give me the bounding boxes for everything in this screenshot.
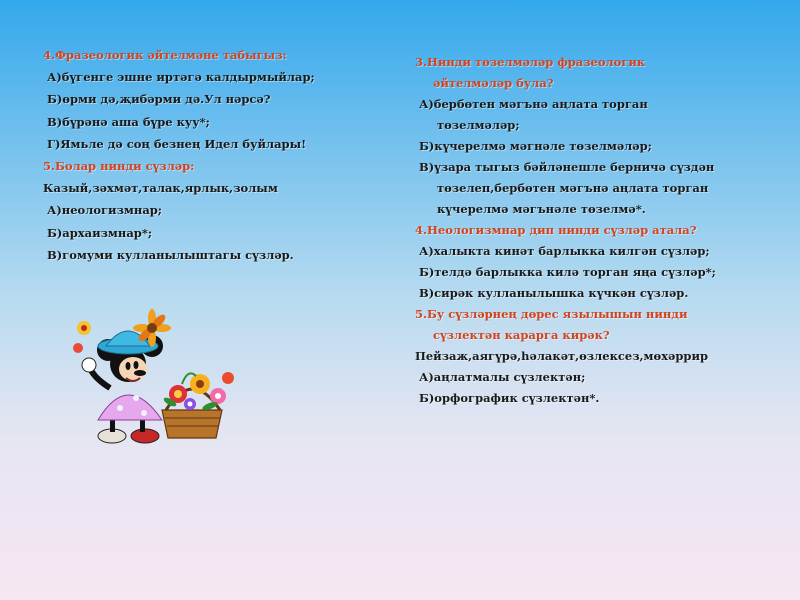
question-3-title: 3.Нинди төзелмәләр фразеологик xyxy=(415,55,646,69)
answer-b: Б)орфографик сүзлектән*. xyxy=(419,391,600,405)
question-3-title-cont: әйтелмәләр була? xyxy=(433,76,554,90)
question-4-title: 4.Неологизмнар дип нинди сүзләр атала? xyxy=(415,223,697,237)
mickey-with-flowers-icon xyxy=(70,298,245,446)
question-5-title: 5.Бу сүзләрнең дөрес язылышын нинди xyxy=(415,307,688,321)
answer-b: Б)телдә барлыкка килә торган яңа сүзләр*; xyxy=(419,265,716,279)
answer-a: А)бербөтен мәгънә аңлата торган xyxy=(419,97,648,111)
question-5-words: Казый,зәхмәт,талак,ярлык,золым xyxy=(43,181,278,196)
answer-a: А)халыкта кинәт барлыкка килгән сүзләр; xyxy=(419,244,710,258)
answer-a: А)аңлатмалы сүзлектән; xyxy=(419,370,586,384)
answer-c: В)гомуми кулланылыштагы сүзләр. xyxy=(47,247,294,262)
answer-c: В)үзара тыгыз бәйләнешле берничә сүздән xyxy=(419,160,715,174)
answer-b: Б)күчерелмә мәгнәле төзелмәләр; xyxy=(419,139,652,153)
question-4-title: 4.Фразеологик әйтелмәне табыгыз: xyxy=(43,48,287,62)
answer-a: А)неологизмнар; xyxy=(47,203,163,218)
answer-c: В)сирәк кулланылышка күчкән сүзләр. xyxy=(419,286,689,300)
answer-a: А)бүгенге эшне иртәгә калдырмыйлар; xyxy=(47,70,315,85)
right-column xyxy=(415,53,795,410)
question-5-title-cont: сүзлектән карарга кирәк? xyxy=(433,328,610,342)
answer-c-cont: төзелеп,бербөтен мәгънә аңлата торган xyxy=(437,181,709,195)
answer-c: В)бүрәнә аша бүре куу*; xyxy=(47,114,210,129)
question-5-title: 5.Болар нинди сүзләр: xyxy=(43,158,195,173)
answer-a-cont: төзелмәләр; xyxy=(437,118,520,132)
left-column xyxy=(43,46,373,268)
answer-b: Б)архаизмнар*; xyxy=(47,225,153,240)
answer-c-cont: күчерелмә мәгънәле төзелмә*. xyxy=(437,202,646,216)
answer-b: Б)өрми дә,җибәрми дә.Ул нәрсә? xyxy=(47,92,271,107)
answer-d: Г)Ямьле дә соң безнең Идел буйлары! xyxy=(47,136,307,151)
question-5-words: Пейзаж,аягүрә,һәлакәт,өзлексез,мөхәррир xyxy=(415,349,709,363)
